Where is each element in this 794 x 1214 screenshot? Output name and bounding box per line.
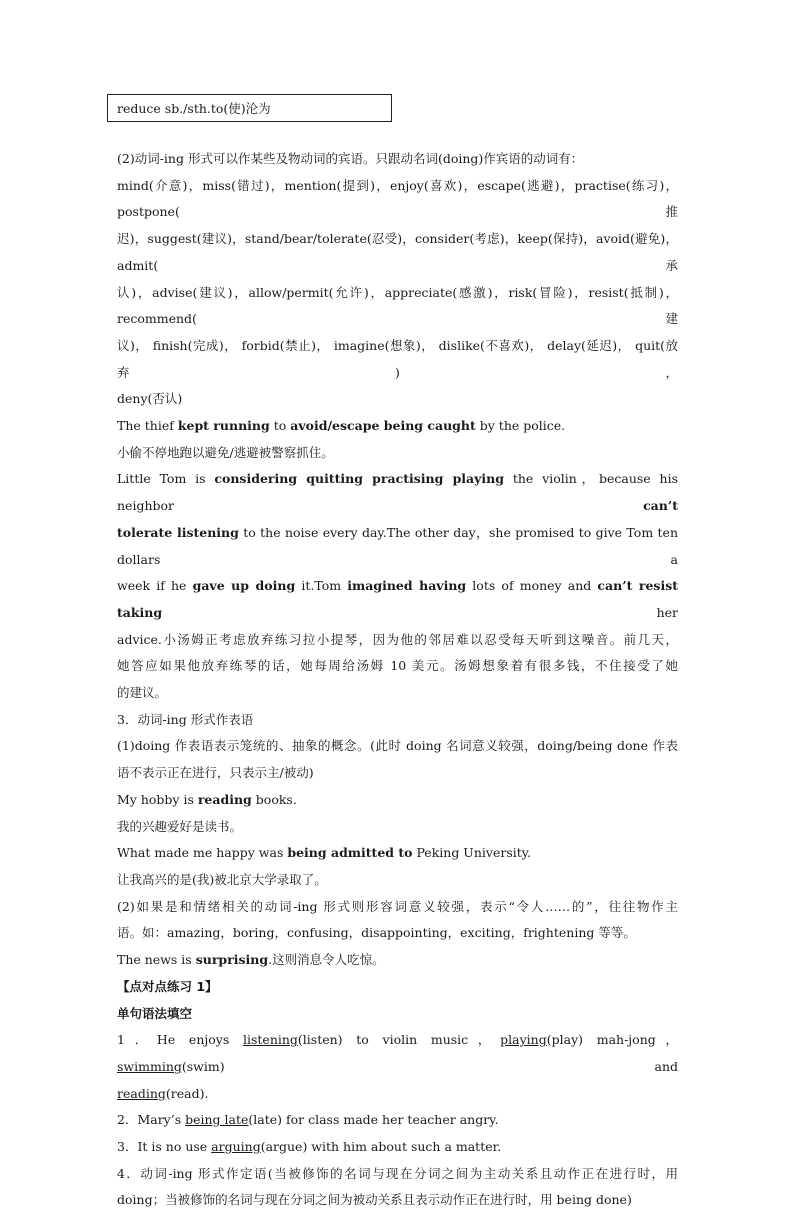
- example-3-translation: 我的兴趣爱好是读书。: [117, 818, 243, 834]
- verb-list-line: 迟)，suggest(建议)，stand/bear/tolerate(忍受)，consider(考虑)，keep(保持)，avoid(避免)，admit(承: [117, 231, 678, 273]
- verb-list-line: 议)， finish(完成)， forbid(禁止)， imagine(想象)， dislike(不喜欢)， delay(延迟)， quit(放弃)，: [117, 337, 678, 380]
- example-4-translation: 让我高兴的是(我)被北京大学录取了。: [117, 871, 327, 887]
- verb-list-line: mind(介意)，miss(错过)，mention(提到)，enjoy(喜欢)，escape(逃避)，practise(练习)，postpone(推: [117, 177, 678, 220]
- main-content: [117, 146, 678, 1214]
- section-3-para-2: (2)如果是和情绪相关的动词-ing 形式则形容词意义较强，表示“令人……的”，往往物作主: [117, 898, 678, 914]
- verb-list-line: deny(否认): [117, 391, 183, 407]
- example-2-line: tolerate listening to the noise every day.The other day，she promised to give Tom ten dollars a: [117, 524, 678, 567]
- section-3-para-1: (1)doing 作表语表示笼统的、抽象的概念。(此时 doing 名词意义较强，doing/being done 作表: [117, 738, 678, 754]
- example-3: My hobby is reading books.: [117, 791, 297, 807]
- example-2-line: Little Tom is considering quitting practising playing the violin，because his neighbor can’t: [117, 471, 678, 514]
- section-3-para-1: 语不表示正在进行，只表示主/被动): [117, 765, 314, 781]
- example-4: What made me happy was being admitted to Peking University.: [117, 845, 532, 861]
- example-1: The thief kept running to avoid/escape being caught by the police.: [117, 418, 566, 434]
- verb-list-line: 认)，advise(建议)，allow/permit(允许)，appreciate(感激)，risk(冒险)，resist(抵制)，recommend(建: [117, 284, 678, 327]
- example-5: The news is surprising.这则消息令人吃惊。: [117, 952, 385, 968]
- example-2-line: 她答应如果他放弃练琴的话，她每周给汤姆 10 美元。汤姆想象着有很多钱，不住接受了她: [117, 658, 678, 674]
- question-1: 1．He enjoys listening(listen) to violin music，playing(play) mah-jong，swimming(swim) and: [117, 1032, 678, 1074]
- practice-subheading: 单句语法填空: [117, 1005, 193, 1021]
- example-2-line: week if he gave up doing it.Tom imagined having lots of money and can’t resist taking her: [117, 578, 679, 620]
- question-2: 2．Mary’s being late(late) for class made her teacher angry.: [117, 1112, 499, 1128]
- question-3: 3．It is no use arguing(argue) with him about such a matter.: [117, 1139, 502, 1155]
- example-2-line: advice.小汤姆正考虑放弃练习拉小提琴，因为他的邻居难以忍受每天听到这噪音。前几天，: [117, 631, 678, 647]
- section-3-heading: 3．动词-ing 形式作表语: [117, 711, 254, 727]
- example-1-translation: 小偷不停地跑以避免/逃避被警察抓住。: [117, 444, 334, 460]
- section-4-line: doing；当被修饰的名词与现在分词之间为被动关系且表示动作正在进行时，用 being done): [117, 1192, 632, 1208]
- section-2-intro: (2)动词-ing 形式可以作某些及物动词的宾语。只跟动名词(doing)作宾语的动词有：: [117, 151, 584, 166]
- phrase-box: reduce sb./sth.to(使)沦为: [107, 94, 392, 122]
- example-2-line: 的建议。: [117, 685, 168, 701]
- section-3-para-2: 语。如：amazing，boring，confusing，disappointing，exciting，frightening 等等。: [117, 925, 636, 941]
- section-4-line: 4．动词-ing 形式作定语(当被修饰的名词与现在分词之间为主动关系且动作正在进行时，用: [117, 1165, 678, 1181]
- question-1-cont: reading(read).: [117, 1085, 209, 1101]
- practice-heading: 【点对点练习 1】: [117, 978, 218, 994]
